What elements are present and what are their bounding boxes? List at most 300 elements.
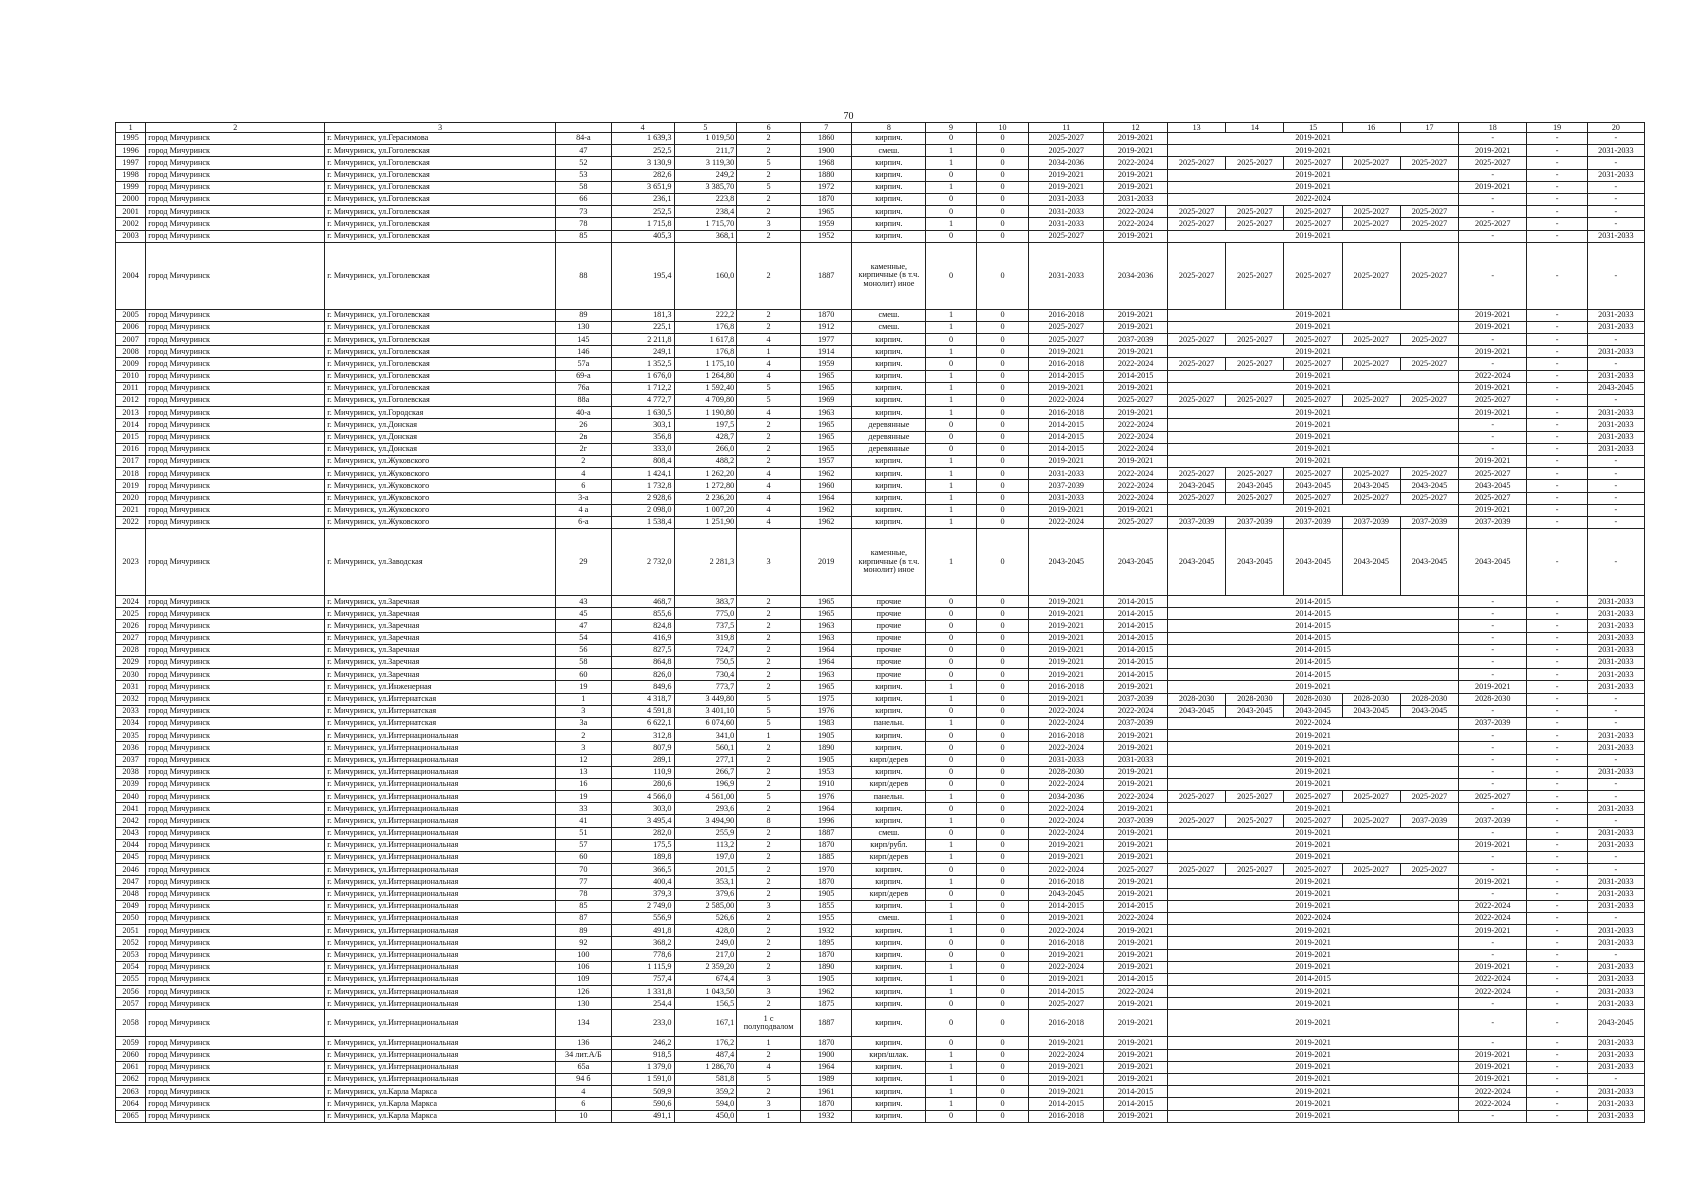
period-cell: 2025-2027 bbox=[1284, 815, 1342, 827]
period-cell: 2025-2027 bbox=[1104, 395, 1168, 407]
col19-cell: - bbox=[1527, 912, 1587, 924]
column-number: 16 bbox=[1342, 123, 1400, 133]
floors-cell: 5 bbox=[737, 693, 801, 705]
merged-period-cell: 2019-2021 bbox=[1168, 730, 1459, 742]
table-row bbox=[116, 419, 1645, 431]
floors-cell: 5 bbox=[737, 705, 801, 717]
living-area-cell: 6 074,60 bbox=[674, 717, 737, 729]
col9-cell: 1 bbox=[926, 516, 976, 528]
period-cell: 2014-2015 bbox=[1104, 596, 1168, 608]
col10-cell: 0 bbox=[976, 693, 1029, 705]
row-number: 2061 bbox=[116, 1061, 146, 1073]
period-cell: 2025-2027 bbox=[1342, 791, 1400, 803]
city-cell: город Мичуринск bbox=[146, 998, 325, 1010]
living-area-cell: 2 585,00 bbox=[674, 900, 737, 912]
table-row bbox=[116, 803, 1645, 815]
wall-material-cell: кирпич. bbox=[852, 766, 926, 778]
floors-cell: 3 bbox=[737, 529, 801, 596]
period-cell: 2025-2027 bbox=[1342, 492, 1400, 504]
merged-period-cell: 2019-2021 bbox=[1168, 827, 1459, 839]
period-cell: - bbox=[1587, 791, 1644, 803]
period-cell: 2019-2021 bbox=[1029, 504, 1104, 516]
period-cell: 2037-2039 bbox=[1459, 815, 1527, 827]
living-area-cell: 3 385,70 bbox=[674, 181, 737, 193]
period-cell: 2019-2021 bbox=[1104, 1074, 1168, 1086]
period-cell: 2043-2045 bbox=[1226, 480, 1284, 492]
col10-cell: 0 bbox=[976, 1061, 1029, 1073]
house-number-cell: 6-а bbox=[555, 516, 611, 528]
col19-cell: - bbox=[1527, 157, 1587, 169]
col10-cell: 0 bbox=[976, 468, 1029, 480]
house-number-cell: 2г bbox=[555, 443, 611, 455]
living-area-cell: 1 617,8 bbox=[674, 334, 737, 346]
total-area-cell: 246,2 bbox=[611, 1037, 674, 1049]
floors-cell: 2 bbox=[737, 169, 801, 181]
floors-cell: 2 bbox=[737, 778, 801, 790]
wall-material-cell: смеш. bbox=[852, 912, 926, 924]
col10-cell: 0 bbox=[976, 504, 1029, 516]
col9-cell: 0 bbox=[926, 169, 976, 181]
period-cell: - bbox=[1459, 1037, 1527, 1049]
period-cell: 2022-2024 bbox=[1104, 157, 1168, 169]
city-cell: город Мичуринск bbox=[146, 693, 325, 705]
city-cell: город Мичуринск bbox=[146, 480, 325, 492]
merged-period-cell: 2019-2021 bbox=[1168, 443, 1459, 455]
col19-cell: - bbox=[1527, 596, 1587, 608]
col19-cell: - bbox=[1527, 693, 1587, 705]
house-number-cell: 6 bbox=[555, 1098, 611, 1110]
period-cell: 2019-2021 bbox=[1459, 145, 1527, 157]
address-cell: г. Мичуринск, ул.Интернациональная bbox=[325, 827, 556, 839]
period-cell: 2031-2033 bbox=[1587, 925, 1644, 937]
house-number-cell: 85 bbox=[555, 900, 611, 912]
house-number-cell: 78 bbox=[555, 888, 611, 900]
col19-cell: - bbox=[1527, 443, 1587, 455]
wall-material-cell: кирпич. bbox=[852, 206, 926, 218]
period-cell: - bbox=[1459, 620, 1527, 632]
wall-material-cell: кирпич. bbox=[852, 193, 926, 205]
period-cell: 2031-2033 bbox=[1587, 431, 1644, 443]
total-area-cell: 491,8 bbox=[611, 925, 674, 937]
period-cell: 2014-2015 bbox=[1029, 370, 1104, 382]
table-row bbox=[116, 346, 1645, 358]
col19-cell: - bbox=[1527, 827, 1587, 839]
wall-material-cell: кирпич. bbox=[852, 382, 926, 394]
merged-period-cell: 2019-2021 bbox=[1168, 937, 1459, 949]
period-cell: 2025-2027 bbox=[1168, 358, 1226, 370]
year-built-cell: 1870 bbox=[800, 839, 851, 851]
period-cell: 2037-2039 bbox=[1226, 516, 1284, 528]
address-cell: г. Мичуринск, ул.Интернациональная bbox=[325, 766, 556, 778]
period-cell: 2016-2018 bbox=[1029, 937, 1104, 949]
period-cell: 2019-2021 bbox=[1104, 827, 1168, 839]
period-cell: 2037-2039 bbox=[1029, 480, 1104, 492]
wall-material-cell: кирпич. bbox=[852, 395, 926, 407]
period-cell: 2022-2024 bbox=[1459, 900, 1527, 912]
row-number: 2030 bbox=[116, 669, 146, 681]
period-cell: 2019-2021 bbox=[1104, 742, 1168, 754]
wall-material-cell: кирпич. bbox=[852, 133, 926, 145]
city-cell: город Мичуринск bbox=[146, 632, 325, 644]
total-area-cell: 289,1 bbox=[611, 754, 674, 766]
year-built-cell: 1964 bbox=[800, 644, 851, 656]
living-area-cell: 319,8 bbox=[674, 632, 737, 644]
col9-cell: 0 bbox=[926, 669, 976, 681]
house-number-cell: 145 bbox=[555, 334, 611, 346]
col10-cell: 0 bbox=[976, 529, 1029, 596]
col10-cell: 0 bbox=[976, 1037, 1029, 1049]
wall-material-cell: кирпич. bbox=[852, 949, 926, 961]
period-cell: - bbox=[1459, 669, 1527, 681]
year-built-cell: 1963 bbox=[800, 407, 851, 419]
period-cell: 2037-2039 bbox=[1400, 516, 1458, 528]
col19-cell: - bbox=[1527, 169, 1587, 181]
year-built-cell: 1962 bbox=[800, 468, 851, 480]
column-number: 17 bbox=[1400, 123, 1458, 133]
living-area-cell: 1 043,50 bbox=[674, 986, 737, 998]
total-area-cell: 757,4 bbox=[611, 973, 674, 985]
col19-cell: - bbox=[1527, 608, 1587, 620]
year-built-cell: 1964 bbox=[800, 492, 851, 504]
period-cell: - bbox=[1459, 1110, 1527, 1122]
floors-cell: 5 bbox=[737, 791, 801, 803]
period-cell: 2031-2033 bbox=[1587, 419, 1644, 431]
col9-cell: 0 bbox=[926, 230, 976, 242]
floors-cell: 5 bbox=[737, 717, 801, 729]
wall-material-cell: кирпич. bbox=[852, 1061, 926, 1073]
year-built-cell: 1870 bbox=[800, 193, 851, 205]
period-cell: 2025-2027 bbox=[1226, 791, 1284, 803]
period-cell: 2043-2045 bbox=[1226, 529, 1284, 596]
year-built-cell: 1989 bbox=[800, 1074, 851, 1086]
period-cell: - bbox=[1459, 644, 1527, 656]
living-area-cell: 196,9 bbox=[674, 778, 737, 790]
period-cell: 2025-2027 bbox=[1029, 998, 1104, 1010]
period-cell: 2025-2027 bbox=[1459, 492, 1527, 504]
period-cell: 2043-2045 bbox=[1459, 529, 1527, 596]
floors-cell: 2 bbox=[737, 620, 801, 632]
table-row bbox=[116, 754, 1645, 766]
col9-cell: 0 bbox=[926, 334, 976, 346]
period-cell: - bbox=[1587, 468, 1644, 480]
table-row bbox=[116, 998, 1645, 1010]
address-cell: г. Мичуринск, ул.Интернациональная bbox=[325, 839, 556, 851]
period-cell: 2019-2021 bbox=[1104, 382, 1168, 394]
merged-period-cell: 2019-2021 bbox=[1168, 321, 1459, 333]
address-cell: г. Мичуринск, ул.Жуковского bbox=[325, 516, 556, 528]
city-cell: город Мичуринск bbox=[146, 334, 325, 346]
period-cell: 2025-2027 bbox=[1342, 864, 1400, 876]
table-row bbox=[116, 206, 1645, 218]
living-area-cell: 450,0 bbox=[674, 1110, 737, 1122]
period-cell: 2031-2033 bbox=[1029, 242, 1104, 309]
merged-period-cell: 2014-2015 bbox=[1168, 657, 1459, 669]
year-built-cell: 1900 bbox=[800, 145, 851, 157]
total-area-cell: 468,7 bbox=[611, 596, 674, 608]
year-built-cell: 1970 bbox=[800, 864, 851, 876]
merged-period-cell: 2014-2015 bbox=[1168, 644, 1459, 656]
period-cell: 2022-2024 bbox=[1029, 961, 1104, 973]
wall-material-cell: кирпич. bbox=[852, 1037, 926, 1049]
row-number: 2050 bbox=[116, 912, 146, 924]
column-number: 13 bbox=[1168, 123, 1226, 133]
address-cell: г. Мичуринск, ул.Интернациональная bbox=[325, 949, 556, 961]
total-area-cell: 110,9 bbox=[611, 766, 674, 778]
col10-cell: 0 bbox=[976, 608, 1029, 620]
period-cell: 2031-2033 bbox=[1587, 998, 1644, 1010]
house-number-cell: 3 bbox=[555, 705, 611, 717]
period-cell: 2019-2021 bbox=[1029, 644, 1104, 656]
period-cell: 2019-2021 bbox=[1104, 407, 1168, 419]
house-number-cell: 58 bbox=[555, 181, 611, 193]
col9-cell: 1 bbox=[926, 876, 976, 888]
period-cell: 2019-2021 bbox=[1029, 1061, 1104, 1073]
col9-cell: 1 bbox=[926, 395, 976, 407]
col10-cell: 0 bbox=[976, 419, 1029, 431]
house-number-cell: 10 bbox=[555, 1110, 611, 1122]
living-area-cell: 238,4 bbox=[674, 206, 737, 218]
city-cell: город Мичуринск bbox=[146, 827, 325, 839]
period-cell: 2019-2021 bbox=[1029, 1037, 1104, 1049]
total-area-cell: 252,5 bbox=[611, 206, 674, 218]
city-cell: город Мичуринск bbox=[146, 230, 325, 242]
year-built-cell: 1905 bbox=[800, 888, 851, 900]
period-cell: 2014-2015 bbox=[1104, 632, 1168, 644]
year-built-cell: 1887 bbox=[800, 242, 851, 309]
address-cell: г. Мичуринск, ул.Гоголевская bbox=[325, 309, 556, 321]
floors-cell: 2 bbox=[737, 206, 801, 218]
period-cell: 2019-2021 bbox=[1029, 669, 1104, 681]
period-cell: 2019-2021 bbox=[1104, 181, 1168, 193]
period-cell: 2025-2027 bbox=[1168, 791, 1226, 803]
living-area-cell: 249,2 bbox=[674, 169, 737, 181]
period-cell: 2025-2027 bbox=[1342, 218, 1400, 230]
col9-cell: 0 bbox=[926, 133, 976, 145]
column-number-row bbox=[116, 123, 1645, 133]
floors-cell: 5 bbox=[737, 157, 801, 169]
table-row bbox=[116, 791, 1645, 803]
column-number: 10 bbox=[976, 123, 1029, 133]
col10-cell: 0 bbox=[976, 986, 1029, 998]
house-number-cell: 76а bbox=[555, 382, 611, 394]
period-cell: 2031-2033 bbox=[1587, 876, 1644, 888]
period-cell: 2014-2015 bbox=[1029, 431, 1104, 443]
table-row bbox=[116, 382, 1645, 394]
col9-cell: 0 bbox=[926, 608, 976, 620]
period-cell: 2025-2027 bbox=[1342, 206, 1400, 218]
period-cell: 2019-2021 bbox=[1104, 1061, 1168, 1073]
house-number-cell: 3а bbox=[555, 717, 611, 729]
period-cell: - bbox=[1459, 864, 1527, 876]
living-area-cell: 3 119,30 bbox=[674, 157, 737, 169]
period-cell: 2043-2045 bbox=[1104, 529, 1168, 596]
col9-cell: 1 bbox=[926, 986, 976, 998]
col9-cell: 0 bbox=[926, 998, 976, 1010]
wall-material-cell: кирпич. bbox=[852, 681, 926, 693]
floors-cell: 2 bbox=[737, 230, 801, 242]
address-cell: г. Мичуринск, ул.Гоголевская bbox=[325, 242, 556, 309]
period-cell: - bbox=[1587, 754, 1644, 766]
row-number: 2010 bbox=[116, 370, 146, 382]
table-row bbox=[116, 961, 1645, 973]
period-cell: 2025-2027 bbox=[1400, 395, 1458, 407]
house-number-cell: 58 bbox=[555, 657, 611, 669]
total-area-cell: 3 495,4 bbox=[611, 815, 674, 827]
address-cell: г. Мичуринск, ул.Гоголевская bbox=[325, 370, 556, 382]
col19-cell: - bbox=[1527, 730, 1587, 742]
col19-cell: - bbox=[1527, 791, 1587, 803]
period-cell: 2019-2021 bbox=[1104, 169, 1168, 181]
period-cell: 2031-2033 bbox=[1587, 407, 1644, 419]
year-built-cell: 1963 bbox=[800, 669, 851, 681]
period-cell: 2028-2030 bbox=[1459, 693, 1527, 705]
row-number: 2024 bbox=[116, 596, 146, 608]
year-built-cell: 1965 bbox=[800, 681, 851, 693]
house-number-cell: 19 bbox=[555, 791, 611, 803]
floors-cell: 1 bbox=[737, 346, 801, 358]
total-area-cell: 225,1 bbox=[611, 321, 674, 333]
period-cell: 2019-2021 bbox=[1459, 181, 1527, 193]
floors-cell: 2 bbox=[737, 949, 801, 961]
living-area-cell: 1 264,80 bbox=[674, 370, 737, 382]
period-cell: 2043-2045 bbox=[1342, 705, 1400, 717]
period-cell: 2025-2027 bbox=[1226, 157, 1284, 169]
period-cell: 2025-2027 bbox=[1459, 468, 1527, 480]
city-cell: город Мичуринск bbox=[146, 754, 325, 766]
floors-cell: 2 bbox=[737, 632, 801, 644]
period-cell: - bbox=[1587, 206, 1644, 218]
house-number-cell: 78 bbox=[555, 218, 611, 230]
living-area-cell: 737,5 bbox=[674, 620, 737, 632]
table-row bbox=[116, 644, 1645, 656]
table-row bbox=[116, 937, 1645, 949]
period-cell: 2014-2015 bbox=[1104, 1098, 1168, 1110]
year-built-cell: 1963 bbox=[800, 620, 851, 632]
house-number-cell: 65а bbox=[555, 1061, 611, 1073]
total-area-cell: 1 639,3 bbox=[611, 133, 674, 145]
wall-material-cell: прочие bbox=[852, 657, 926, 669]
address-cell: г. Мичуринск, ул.Интернациональная bbox=[325, 791, 556, 803]
merged-period-cell: 2019-2021 bbox=[1168, 145, 1459, 157]
total-area-cell: 236,1 bbox=[611, 193, 674, 205]
city-cell: город Мичуринск bbox=[146, 145, 325, 157]
city-cell: город Мичуринск bbox=[146, 529, 325, 596]
address-cell: г. Мичуринск, ул.Жуковского bbox=[325, 504, 556, 516]
house-number-cell: 47 bbox=[555, 620, 611, 632]
house-number-cell: 43 bbox=[555, 596, 611, 608]
total-area-cell: 333,0 bbox=[611, 443, 674, 455]
row-number: 2028 bbox=[116, 644, 146, 656]
house-number-cell: 60 bbox=[555, 669, 611, 681]
col10-cell: 0 bbox=[976, 309, 1029, 321]
col19-cell: - bbox=[1527, 839, 1587, 851]
col19-cell: - bbox=[1527, 358, 1587, 370]
period-cell: - bbox=[1587, 852, 1644, 864]
house-number-cell: 134 bbox=[555, 1010, 611, 1037]
merged-period-cell: 2019-2021 bbox=[1168, 1098, 1459, 1110]
period-cell: - bbox=[1587, 529, 1644, 596]
house-number-cell: 45 bbox=[555, 608, 611, 620]
wall-material-cell: кирпич. bbox=[852, 480, 926, 492]
col10-cell: 0 bbox=[976, 443, 1029, 455]
period-cell: - bbox=[1587, 693, 1644, 705]
period-cell: 2037-2039 bbox=[1284, 516, 1342, 528]
period-cell: 2016-2018 bbox=[1029, 1110, 1104, 1122]
city-cell: город Мичуринск bbox=[146, 206, 325, 218]
wall-material-cell: кирпич. bbox=[852, 937, 926, 949]
period-cell: 2025-2027 bbox=[1168, 157, 1226, 169]
wall-material-cell: кирп/рубл. bbox=[852, 839, 926, 851]
period-cell: - bbox=[1587, 334, 1644, 346]
period-cell: 2025-2027 bbox=[1226, 864, 1284, 876]
house-number-cell: 88 bbox=[555, 242, 611, 309]
period-cell: 2022-2024 bbox=[1029, 815, 1104, 827]
col9-cell: 0 bbox=[926, 1010, 976, 1037]
table-row bbox=[116, 1037, 1645, 1049]
living-area-cell: 167,1 bbox=[674, 1010, 737, 1037]
living-area-cell: 1 286,70 bbox=[674, 1061, 737, 1073]
table-row bbox=[116, 815, 1645, 827]
living-area-cell: 750,5 bbox=[674, 657, 737, 669]
period-cell: 2031-2033 bbox=[1587, 443, 1644, 455]
table-row bbox=[116, 888, 1645, 900]
period-cell: 2031-2033 bbox=[1587, 827, 1644, 839]
col19-cell: - bbox=[1527, 669, 1587, 681]
period-cell: - bbox=[1587, 717, 1644, 729]
col19-cell: - bbox=[1527, 644, 1587, 656]
house-number-cell: 54 bbox=[555, 632, 611, 644]
address-cell: г. Мичуринск, ул.Заречная bbox=[325, 669, 556, 681]
period-cell: 2025-2027 bbox=[1400, 468, 1458, 480]
living-area-cell: 773,7 bbox=[674, 681, 737, 693]
city-cell: город Мичуринск bbox=[146, 973, 325, 985]
row-number: 2008 bbox=[116, 346, 146, 358]
table-row bbox=[116, 900, 1645, 912]
period-cell: 2022-2024 bbox=[1029, 742, 1104, 754]
living-area-cell: 2 236,20 bbox=[674, 492, 737, 504]
period-cell: 2014-2015 bbox=[1029, 986, 1104, 998]
period-cell: 2034-2036 bbox=[1029, 791, 1104, 803]
period-cell: 2031-2033 bbox=[1587, 169, 1644, 181]
col10-cell: 0 bbox=[976, 717, 1029, 729]
address-cell: г. Мичуринск, ул.Герасимова bbox=[325, 133, 556, 145]
year-built-cell: 1875 bbox=[800, 998, 851, 1010]
floors-cell: 2 bbox=[737, 145, 801, 157]
merged-period-cell: 2014-2015 bbox=[1168, 608, 1459, 620]
merged-period-cell: 2019-2021 bbox=[1168, 986, 1459, 998]
total-area-cell: 379,3 bbox=[611, 888, 674, 900]
col9-cell: 1 bbox=[926, 912, 976, 924]
col19-cell: - bbox=[1527, 1086, 1587, 1098]
city-cell: город Мичуринск bbox=[146, 669, 325, 681]
period-cell: 2019-2021 bbox=[1104, 681, 1168, 693]
total-area-cell: 3 651,9 bbox=[611, 181, 674, 193]
col19-cell: - bbox=[1527, 705, 1587, 717]
col10-cell: 0 bbox=[976, 370, 1029, 382]
period-cell: - bbox=[1459, 730, 1527, 742]
year-built-cell: 1965 bbox=[800, 419, 851, 431]
period-cell: 2019-2021 bbox=[1459, 504, 1527, 516]
address-cell: г. Мичуринск, ул.Интернациональная bbox=[325, 986, 556, 998]
period-cell: - bbox=[1459, 937, 1527, 949]
col10-cell: 0 bbox=[976, 730, 1029, 742]
period-cell: 2025-2027 bbox=[1168, 334, 1226, 346]
period-cell: 2022-2024 bbox=[1104, 791, 1168, 803]
period-cell: 2025-2027 bbox=[1284, 157, 1342, 169]
period-cell: 2043-2045 bbox=[1168, 480, 1226, 492]
city-cell: город Мичуринск bbox=[146, 730, 325, 742]
column-number: 4 bbox=[611, 123, 674, 133]
